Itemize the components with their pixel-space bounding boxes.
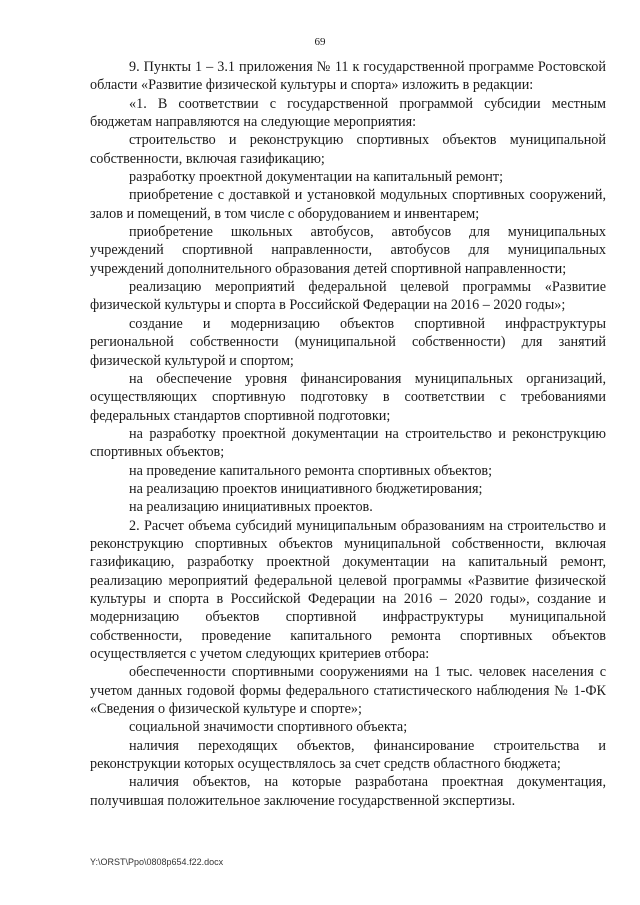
paragraph: «1. В соответствии с государственной программой субсидии местным бюджетам направляются на следующие мероприятия:	[90, 95, 606, 131]
paragraph: на реализацию инициативных проектов.	[129, 499, 373, 516]
paragraph: на проведение капитального ремонта спортивных объектов;	[129, 462, 493, 479]
paragraph: строительство и реконструкцию спортивных объектов муниципальной собственности, включая газификацию;	[90, 132, 606, 167]
page-number: 69	[314, 36, 326, 48]
paragraph: создание и модернизацию объектов спортивной инфраструктуры региональной собственности (муниципальной собственности) для занятий физической культурой и спортом;	[90, 315, 606, 369]
paragraph: на разработку проектной документации на строительство и реконструкцию спортивных объектов;	[90, 425, 606, 461]
paragraph: реализацию мероприятий федеральной целевой программы «Развитие физической культуры и спорта в Российской Федерации на 2016 – 2020 годы»;	[90, 279, 606, 314]
paragraph: разработку проектной документации на капитальный ремонт;	[129, 169, 504, 186]
paragraph: наличия объектов, на которые разработана проектная документация, получившая положительное заключение государственной экспертизы.	[90, 774, 606, 809]
paragraph: наличия переходящих объектов, финансирование строительства и реконструкции которых осуществлялось за счет средств областного бюджета;	[90, 737, 606, 773]
paragraph: приобретение школьных автобусов, автобусов для муниципальных учреждений спортивной направленности, автобусов для муниципальных учреждений дополнительного образования детей спортивной направленности;	[90, 224, 606, 277]
footer-file-path: Y:\ORST\Ppo\0808p654.f22.docx	[90, 857, 224, 867]
paragraph: на реализацию проектов инициативного бюджетирования;	[129, 480, 483, 497]
paragraph: приобретение с доставкой и установкой модульных спортивных сооружений, залов и помещений, в том числе с оборудованием и инвентарем;	[90, 187, 606, 222]
paragraph: обеспеченности спортивными сооружениями на 1 тыс. человек населения с учетом данных годовой формы федерального статистического наблюдения № 1-ФК «Сведения о физической культуре и спорте»;	[90, 664, 606, 718]
paragraph: 2. Расчет объема субсидий муниципальным образованиям на строительство и реконструкцию спортивных объектов муниципальной собственности, включая газификацию, разработку проектной документации на капитальный ремонт, реализацию мероприятий федеральной целевой программы «Развитие физической культуры и спорта в Российской Федерации на 2016 – 2020 годы», создание и модернизацию объектов спортивной инфраструктуры муниципальной собственности, проведение капитального ремонта спортивных объектов осуществляется с учетом следующих критериев отбора:	[90, 517, 606, 662]
paragraph: на обеспечение уровня финансирования муниципальных организаций, осуществляющих спортивную подготовку в соответствии с требованиями федеральных стандартов спортивной подготовки;	[90, 370, 606, 424]
paragraph: 9. Пункты 1 – 3.1 приложения № 11 к государственной программе Ростовской области «Развитие физической культуры и спорта» изложить в редакции:	[90, 59, 606, 94]
paragraph: социальной значимости спортивного объекта;	[129, 719, 408, 736]
document-body	[90, 58, 606, 810]
